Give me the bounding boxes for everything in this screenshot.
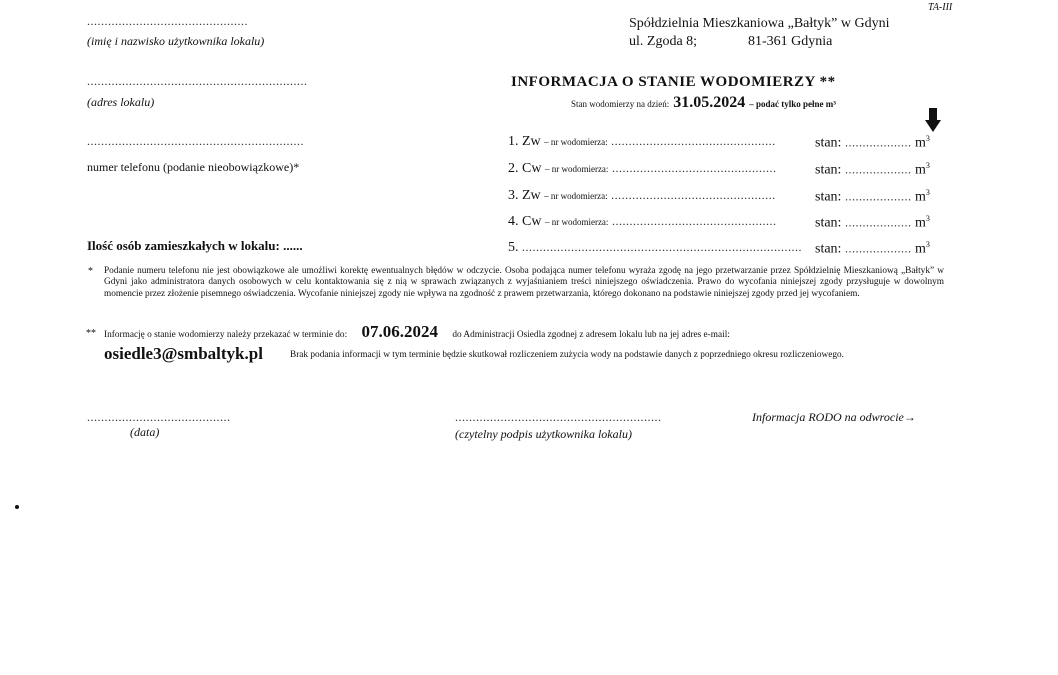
signature-label: (czytelny podpis użytkownika lokalu): [455, 427, 632, 441]
unit: m: [914, 135, 926, 151]
footnote-2-line2: [104, 344, 263, 364]
reading-row-1: [508, 134, 776, 150]
cooperative-name: Spółdzielnia Mieszkaniowa „Bałtyk” w Gdyni: [629, 16, 890, 31]
reading-num: 5.: [508, 240, 519, 255]
stan-field[interactable]: ...................: [844, 189, 912, 204]
form-code: TA-III: [928, 2, 953, 13]
unit-exp: 3: [925, 134, 930, 143]
reading-num: 2.: [508, 161, 519, 176]
reading-num: 3.: [508, 188, 519, 203]
address-dots: ...............................................................: [87, 74, 308, 88]
address-label: (adres lokalu): [87, 95, 155, 109]
name-label: (imię i nazwisko użytkownika lokalu): [87, 34, 265, 48]
stan-field[interactable]: ...................: [844, 215, 912, 230]
arrow-down-icon: [925, 108, 941, 132]
state-prefix: Stan wodomierzy na dzień:: [571, 99, 670, 109]
unit-exp: 3: [925, 188, 930, 197]
meter-field[interactable]: ................................................................................: [522, 240, 802, 254]
unit-exp: 3: [925, 240, 930, 249]
unit: m: [914, 189, 926, 205]
deadline-rest: do Administracji Osiedla zgodnej z adresem lokalu lub na jej adres e-mail:: [452, 330, 730, 340]
phone-dots: ..............................................................: [87, 134, 304, 148]
scan-dot: [15, 505, 19, 509]
meter-field[interactable]: ...............................................: [611, 161, 777, 175]
footnote-2-end: Brak podania informacji w tym terminie będzie skutkował rozliczeniem zużycia wody na podstawie danych z poprzedniego okresu rozliczeniowego.: [290, 350, 844, 360]
reading-row-4: [508, 214, 776, 230]
unit: m: [914, 162, 926, 178]
date-label: (data): [130, 425, 160, 439]
meter-label: – nr wodomierza:: [544, 137, 608, 147]
stan-label: stan:: [815, 162, 842, 178]
state-date-line: [571, 94, 836, 112]
stan-label: stan:: [815, 135, 842, 151]
stan-label: stan:: [815, 241, 842, 257]
rodo-note: Informacja RODO na odwrocie→: [752, 410, 916, 424]
meter-label: – nr wodomierza:: [544, 164, 609, 174]
footnote-1-marker: *: [88, 266, 93, 277]
reading-num: 4.: [508, 214, 519, 229]
meter-label: – nr wodomierza:: [544, 191, 608, 201]
stan-2: [815, 161, 930, 179]
stan-1: [815, 134, 930, 152]
stan-field[interactable]: ...................: [844, 241, 912, 256]
footnote-1-text: Podanie numeru telefonu nie jest obowiązkowe ale umożliwi korektę ewentualnych błędów w odczycie. Osoba podająca numer telefonu wyraża zgodę na jego przetwarzanie przez Spółdzielnię Mieszkaniową „Bałtyk” w Gdyni jako administratora danych osobowych w celu kontaktowania się z nią w sprawach związanych z wyjaśnianiem treści niniejszego oświadczenia. Prawo do wycofania niniejszej zgody przysługuje w dowolnym momencie przez złożenie pisemnego oświadczenia. Wycofanie niniejszej zgody nie wpływa na zgodność z prawem przetwarzania, którego dokonano na podstawie niniejszej zgody przed jej wycofaniem.: [104, 266, 944, 299]
reading-row-2: [508, 161, 776, 177]
reading-num: 1.: [508, 134, 519, 149]
residents-label: Ilość osób zamieszkałych w lokalu: ......: [87, 238, 303, 253]
state-suffix: – podać tylko pełne m³: [749, 99, 836, 109]
meter-field[interactable]: ...............................................: [611, 134, 776, 148]
deadline-date: 07.06.2024: [361, 322, 438, 341]
reading-type: Zw: [522, 188, 541, 203]
name-dots: ..............................................: [87, 14, 248, 28]
reading-type: Zw: [522, 134, 541, 149]
reading-type: Cw: [522, 161, 542, 176]
deadline-intro: Informację o stanie wodomierzy należy przekazać w terminie do:: [104, 330, 348, 340]
stan-label: stan:: [815, 189, 842, 205]
unit: m: [914, 215, 926, 231]
state-date: 31.05.2024: [673, 94, 746, 111]
stan-field[interactable]: ...................: [844, 135, 912, 150]
meter-label: – nr wodomierza:: [544, 217, 609, 227]
unit-exp: 3: [925, 161, 930, 170]
reading-row-5: [508, 240, 802, 256]
page-title: INFORMACJA O STANIE WODOMIERZY **: [511, 74, 836, 90]
signature-dots[interactable]: ...........................................................: [455, 410, 662, 424]
footnote-2-line1: [104, 322, 944, 342]
stan-label: stan:: [815, 215, 842, 231]
footnote-2-marker: **: [86, 328, 96, 339]
reading-type: Cw: [522, 214, 542, 229]
date-dots[interactable]: .........................................: [87, 410, 231, 424]
unit: m: [914, 241, 926, 257]
stan-field[interactable]: ...................: [844, 162, 912, 177]
meter-field[interactable]: ...............................................: [611, 214, 777, 228]
contact-email[interactable]: osiedle3@smbaltyk.pl: [104, 344, 263, 363]
unit-exp: 3: [925, 214, 930, 223]
meter-field[interactable]: ...............................................: [611, 188, 776, 202]
cooperative-city: 81-361 Gdynia: [748, 34, 833, 49]
stan-3: [815, 188, 930, 206]
cooperative-street: ul. Zgoda 8;: [629, 34, 698, 49]
phone-label: numer telefonu (podanie nieobowiązkowe)*: [87, 160, 300, 174]
stan-4: [815, 214, 930, 232]
reading-row-3: [508, 188, 776, 204]
stan-5: [815, 240, 930, 258]
